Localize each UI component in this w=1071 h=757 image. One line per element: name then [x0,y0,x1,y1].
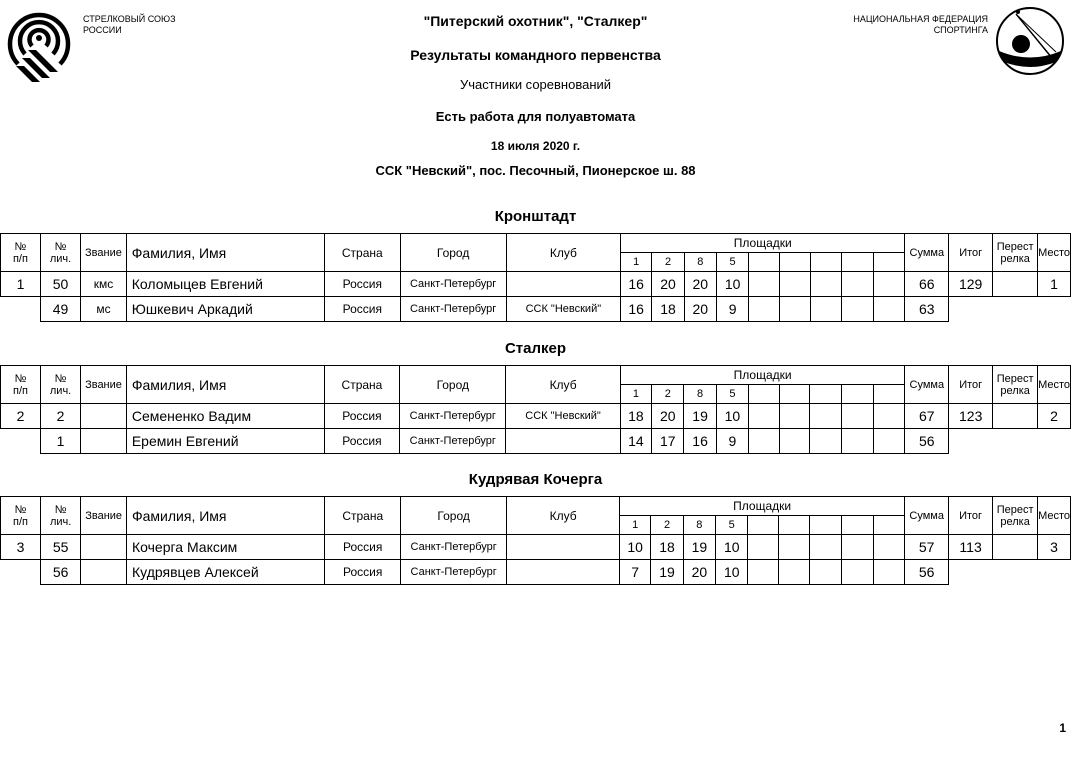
empty-cell [993,560,1038,585]
sum-header: Сумма [905,497,949,535]
team-number: 3 [1,535,41,560]
range-score [842,297,874,322]
range-number [779,516,810,535]
range-score: 10 [716,404,748,429]
reshoot-header-bottom: релка [1000,515,1030,528]
license-number: 50 [40,272,80,297]
ranges-header: Площадки [621,234,905,253]
range-score: 18 [620,404,651,429]
empty-cell [1038,560,1071,585]
table-row [1,560,1071,585]
range-score: 18 [652,297,684,322]
rank-header: Звание [81,366,127,404]
range-number: 5 [716,253,748,272]
range-number [873,385,905,404]
shooter-name: Коломыцев Евгений [126,272,324,297]
range-score [779,560,810,585]
table-header-row [1,234,1071,253]
empty-cell [949,560,993,585]
subtitle: Участники соревнований [459,77,612,92]
team-place: 1 [1038,272,1071,297]
num-header-bottom: п/п [12,252,28,265]
empty-cell [1,429,41,454]
country: Россия [325,560,401,585]
range-number [873,253,905,272]
city: Санкт-Петербург [401,535,507,560]
license-number: 49 [40,297,80,322]
num-header-top: № [14,503,27,516]
range-score [873,560,905,585]
name-header: Фамилия, Имя [126,234,324,272]
city-header: Город [400,234,506,272]
range-score [779,429,810,454]
range-score [810,404,842,429]
reshoot-header-bottom: релка [1000,252,1030,265]
report-title: Результаты командного первенства [410,47,661,63]
range-score [810,535,842,560]
reshoot-cell [993,404,1038,429]
range-number: 8 [683,516,715,535]
place-header: Место [1038,234,1071,272]
range-score [810,429,842,454]
range-number: 2 [652,253,684,272]
range-score: 18 [651,535,683,560]
club: ССК "Невский" [506,297,620,322]
license-header [40,366,80,404]
num-header [1,366,41,404]
team-total: 113 [949,535,993,560]
place-header: Место [1038,497,1071,535]
license-header-top: № [54,372,67,385]
reshoot-header [993,497,1038,535]
range-score: 7 [619,560,650,585]
city: Санкт-Петербург [400,404,506,429]
reshoot-cell [993,272,1038,297]
range-score: 10 [716,272,748,297]
reshoot-header-top: Перест [996,503,1034,516]
license-header [41,497,81,535]
total-header: Итог [949,497,993,535]
range-score: 16 [621,272,652,297]
org-right-line: СПОРТИНГА [933,25,988,35]
range-score: 20 [683,560,715,585]
city: Санкт-Петербург [401,560,507,585]
city: Санкт-Петербург [400,429,506,454]
team-title: Кудрявая Кочерга [468,471,603,488]
license-header-top: № [54,240,67,253]
sum-header: Сумма [905,234,949,272]
team-number: 1 [1,272,41,297]
license-header-bottom: лич. [49,252,72,265]
club: ССК "Невский" [506,404,620,429]
city: Санкт-Петербург [400,272,506,297]
score-sum: 66 [905,272,949,297]
competition-location: ССК "Невский", пос. Песочный, Пионерское ш. 88 [375,163,696,178]
team-table [0,233,1071,322]
range-score: 16 [684,429,716,454]
range-score: 9 [716,429,748,454]
range-score [748,560,779,585]
event-title: "Питерский охотник", "Сталкер" [423,13,648,29]
score-sum: 63 [905,297,949,322]
num-header [1,234,41,272]
range-score [749,429,780,454]
range-score: 17 [652,429,684,454]
club [506,272,620,297]
sum-header: Сумма [905,366,949,404]
range-number [842,253,874,272]
license-number: 56 [41,560,81,585]
range-number: 8 [684,253,716,272]
rank: кмс [81,272,127,297]
name-header: Фамилия, Имя [127,497,325,535]
total-header: Итог [949,234,993,272]
team-place: 2 [1038,404,1071,429]
table-header-row [1,366,1071,385]
range-number: 2 [652,385,684,404]
competition-date: 18 июля 2020 г. [490,139,581,153]
range-score: 19 [683,535,715,560]
table-row [1,297,1071,322]
num-header [1,497,41,535]
range-score [749,272,780,297]
range-score: 14 [620,429,651,454]
org-left-line: РОССИИ [83,25,122,35]
range-score [842,272,874,297]
total-header: Итог [949,366,993,404]
table-row [1,429,1071,454]
team-table [0,496,1071,585]
team-total: 123 [949,404,993,429]
team-table [0,365,1071,454]
club [507,535,620,560]
range-score: 20 [684,297,716,322]
team-total: 129 [949,272,993,297]
range-number [873,516,905,535]
range-number: 1 [619,516,650,535]
license-number: 55 [41,535,81,560]
range-score [810,297,842,322]
license-header-bottom: лич. [49,384,72,397]
shooter-name: Кудрявцев Алексей [127,560,325,585]
org-right-line: НАЦИОНАЛЬНАЯ ФЕДЕРАЦИЯ [853,14,988,24]
club [506,429,620,454]
range-score [779,535,810,560]
range-score [842,429,874,454]
reshoot-header [993,366,1038,404]
country: Россия [324,429,400,454]
club [507,560,620,585]
team-title: Сталкер [504,340,567,357]
rank [81,404,127,429]
score-sum: 56 [905,560,949,585]
range-score: 20 [684,272,716,297]
country-header: Страна [325,234,401,272]
page-number: 1 [1059,721,1066,735]
shooter-name: Юшкевич Аркадий [126,297,324,322]
competition-name: Есть работа для полуавтомата [435,109,636,124]
range-number [748,516,779,535]
range-score [748,535,779,560]
ranges-header: Площадки [620,366,905,385]
team-place: 3 [1038,535,1071,560]
license-header [40,234,80,272]
license-number: 1 [40,429,80,454]
license-header-top: № [54,503,67,516]
rank [81,560,127,585]
range-number [842,385,874,404]
rank [81,535,127,560]
empty-cell [993,297,1038,322]
rank-header: Звание [81,497,127,535]
range-number: 2 [651,516,683,535]
score-sum: 57 [905,535,949,560]
range-score [873,297,905,322]
num-header-top: № [14,240,27,253]
country: Россия [324,404,400,429]
range-number [749,385,780,404]
city-header: Город [400,366,506,404]
shooter-name: Кочерга Максим [127,535,325,560]
empty-cell [1,560,41,585]
reshoot-header-top: Перест [996,240,1034,253]
city: Санкт-Петербург [400,297,506,322]
range-score: 10 [716,535,748,560]
range-score [779,272,810,297]
city-header: Город [401,497,507,535]
range-number [779,385,810,404]
empty-cell [949,297,993,322]
range-score [779,404,810,429]
empty-cell [1038,429,1071,454]
range-number: 5 [716,385,748,404]
range-score [841,560,873,585]
org-left-line: СТРЕЛКОВЫЙ СОЮЗ [83,14,176,24]
range-score: 19 [651,560,683,585]
club-header: Клуб [507,497,620,535]
shooter-name: Семененко Вадим [126,404,324,429]
num-header-bottom: п/п [12,384,28,397]
range-number: 5 [716,516,748,535]
table-row [1,404,1071,429]
range-score [842,404,874,429]
range-number [779,253,810,272]
range-number: 1 [621,253,652,272]
range-score [779,297,810,322]
range-score: 10 [619,535,650,560]
country: Россия [325,297,401,322]
rank: мс [81,297,127,322]
range-score [841,535,873,560]
rank-header: Звание [81,234,127,272]
score-sum: 67 [905,404,949,429]
empty-cell [1038,297,1071,322]
country-header: Страна [324,366,400,404]
range-number [841,516,873,535]
country-header: Страна [325,497,401,535]
num-header-bottom: п/п [13,515,28,528]
num-header-top: № [14,372,27,385]
range-score [749,404,780,429]
range-number [810,253,842,272]
range-number [810,385,842,404]
reshoot-cell [993,535,1038,560]
shooter-name: Еремин Евгений [126,429,324,454]
range-score [810,560,842,585]
ranges-header: Площадки [619,497,904,516]
license-header-bottom: лич. [49,515,72,528]
range-score: 16 [621,297,652,322]
empty-cell [993,429,1038,454]
team-title: Кронштадт [494,208,577,225]
range-score: 19 [684,404,716,429]
club-header: Клуб [506,366,620,404]
reshoot-header-top: Перест [996,372,1034,385]
range-score: 9 [716,297,748,322]
license-number: 2 [40,404,80,429]
range-number [749,253,780,272]
range-number [810,516,842,535]
table-row [1,535,1071,560]
empty-cell [1,297,41,322]
table-row [1,272,1071,297]
range-score [873,535,905,560]
range-score [873,429,905,454]
table-header-row [1,497,1071,516]
rank [81,429,127,454]
range-score: 20 [652,272,684,297]
club-header: Клуб [506,234,620,272]
range-score [873,404,905,429]
name-header: Фамилия, Имя [126,366,324,404]
team-number: 2 [1,404,41,429]
range-score: 10 [716,560,748,585]
range-score [749,297,780,322]
reshoot-header [993,234,1038,272]
range-number: 8 [684,385,716,404]
place-header: Место [1038,366,1071,404]
range-number: 1 [620,385,651,404]
range-score [873,272,905,297]
range-score [810,272,842,297]
reshoot-header-bottom: релка [1000,384,1030,397]
range-score: 20 [652,404,684,429]
empty-cell [949,429,993,454]
score-sum: 56 [905,429,949,454]
country: Россия [325,272,401,297]
country: Россия [325,535,401,560]
